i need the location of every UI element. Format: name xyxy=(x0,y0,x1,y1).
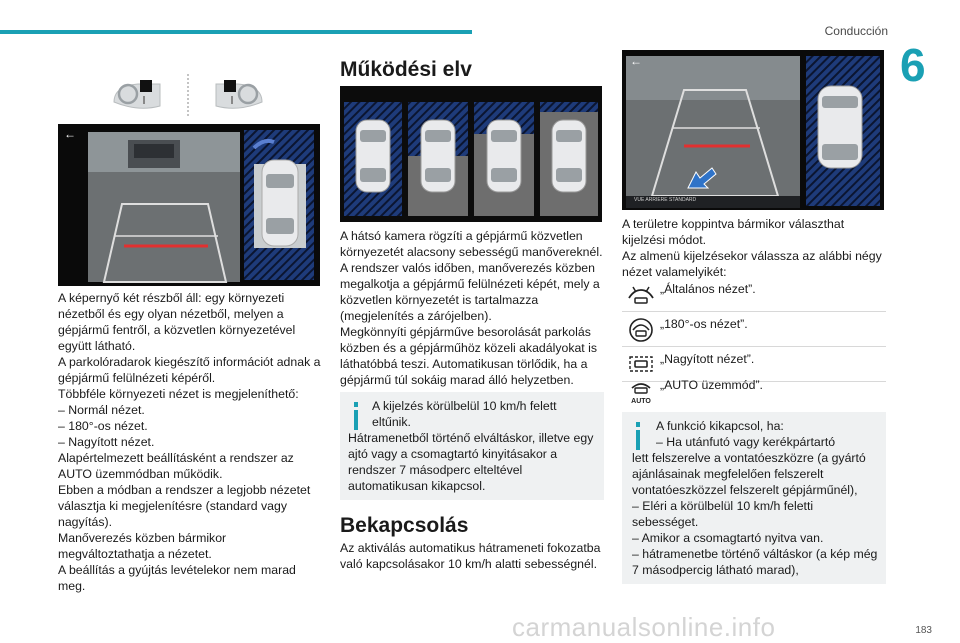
standard-view-icon xyxy=(626,280,656,310)
mode-standard-view xyxy=(622,280,886,310)
info-line: – hátramenetbe történő váltáskor (a kép még 7 másodpercig látható marad), xyxy=(632,547,878,577)
svg-text:AUTO: AUTO xyxy=(631,398,651,405)
chapter-number: 6 xyxy=(900,39,926,91)
paragraph: A képernyő két részből áll: egy környezeti nézetből és egy olyan nézetből, melyen a gépjármű fentről, a közvetlen környezetével együtt látható. xyxy=(58,291,296,353)
paragraph: A parkolóradarok kiegészítő információt adnak a gépjármű felülnézeti képéről. xyxy=(58,355,321,385)
activation-text: Az aktiválás automatikus hátrameneti fokozatba való kapcsolásakor 10 km/h alatti sebességnél. xyxy=(340,541,601,571)
column-2-text xyxy=(340,228,608,388)
page-number: 183 xyxy=(915,625,932,636)
mode-label: „180°-os nézet”. xyxy=(660,317,748,331)
list-item: – 180°-os nézet. xyxy=(58,419,148,433)
paragraph: A beállítás a gyújtás levételekor nem marad meg. xyxy=(58,563,296,593)
paragraph: Többféle környezeti nézet is megjeleníthető: xyxy=(58,387,299,401)
list-item: – Nagyított nézet. xyxy=(58,435,155,449)
paragraph: Alapértelmezett beállításként a rendszer az AUTO üzemmódban működik. xyxy=(58,451,294,481)
info-box-deactivation xyxy=(622,412,886,584)
mode-auto xyxy=(622,376,886,406)
mirror-camera-illustration xyxy=(108,72,268,120)
watermark: carmanualsonline.info xyxy=(512,612,776,642)
column-3-intro xyxy=(622,216,886,280)
heading-activation: Bekapcsolás xyxy=(340,514,469,537)
info-box-display xyxy=(340,392,604,500)
auto-mode-icon xyxy=(626,376,656,406)
top-view-sequence-illustration xyxy=(340,86,602,222)
view-mode-button[interactable]: VUE ARRIERE STANDARD xyxy=(634,197,697,203)
paragraph: Az almenü kijelzésekor válassza az alábbi négy nézet valamelyikét: xyxy=(622,249,882,279)
divider xyxy=(622,311,886,312)
mode-label: „Nagyított nézet”. xyxy=(660,352,755,366)
rear-camera-screen-1 xyxy=(58,124,320,286)
back-arrow-icon[interactable]: ← xyxy=(630,54,642,68)
heading-operating-principle: Működési elv xyxy=(340,58,472,81)
column-1-text xyxy=(58,290,324,594)
paragraph: Ebben a módban a rendszer a legjobb nézetet választja ki megjelenítésre (standard vagy nagyítás). xyxy=(58,483,311,529)
mode-180-view xyxy=(622,315,886,345)
paragraph: A területre koppintva bármikor választhat kijelzési módot. xyxy=(622,217,845,247)
info-line: – Amikor a csomagtartó nyitva van. xyxy=(632,531,824,545)
info-first-line: A kijelzés körülbelül 10 km/h felett eltűnik. xyxy=(372,399,557,429)
divider xyxy=(622,346,886,347)
back-arrow-icon[interactable]: ← xyxy=(64,127,76,141)
180-view-icon xyxy=(626,315,656,345)
rear-camera-screen-2 xyxy=(622,50,884,210)
section-title: Conducción xyxy=(824,24,888,38)
paragraph: A hátsó kamera rögzíti a gépjármű közvetlen környezetét alacsony sebességű manővereknél. xyxy=(340,229,603,259)
info-list xyxy=(632,450,880,578)
paragraph: Manőverezés közben bármikor megváltoztathatja a nézetet. xyxy=(58,531,227,561)
info-text: Hátramenetből történő elváltáskor, illetve egy ajtó vagy a csomagtartó kinyitásakor a rendszer 7 másodperc elteltével automatikusan kikapcsol. xyxy=(348,431,594,493)
info-line: – Ha utánfutó vagy kerékpártartó xyxy=(656,435,836,449)
header-accent-bar xyxy=(0,30,472,34)
info-first-line: A funkció kikapcsol, ha: xyxy=(656,419,784,433)
list-item: – Normál nézet. xyxy=(58,403,145,417)
mode-label: „AUTO üzemmód”. xyxy=(660,378,763,392)
info-line: lett felszerelve a vontatóeszközre (a gyártó ajánlásainak megfelelően felszerelt vontatóeszközzel felszerelt gépjárműnél), xyxy=(632,451,866,497)
paragraph: A rendszer valós időben, manőverezés közben megalkotja a gépjármű felülnézeti képét, mely a közvetlen környezetét is tartalmazza (megjelenítés a zárójelben). xyxy=(340,261,600,323)
paragraph: Megkönnyíti gépjárműve besorolását parkolás közben és a gépjárműhöz közeli akadályokat is láthatóbbá teszi. Automatikusan törlődik, ha a gépjármű túl sokáig marad álló helyzetben. xyxy=(340,325,598,387)
mode-label: „Általános nézet”. xyxy=(660,282,756,296)
info-line: – Eléri a körülbelül 10 km/h feletti sebességet. xyxy=(632,499,814,529)
